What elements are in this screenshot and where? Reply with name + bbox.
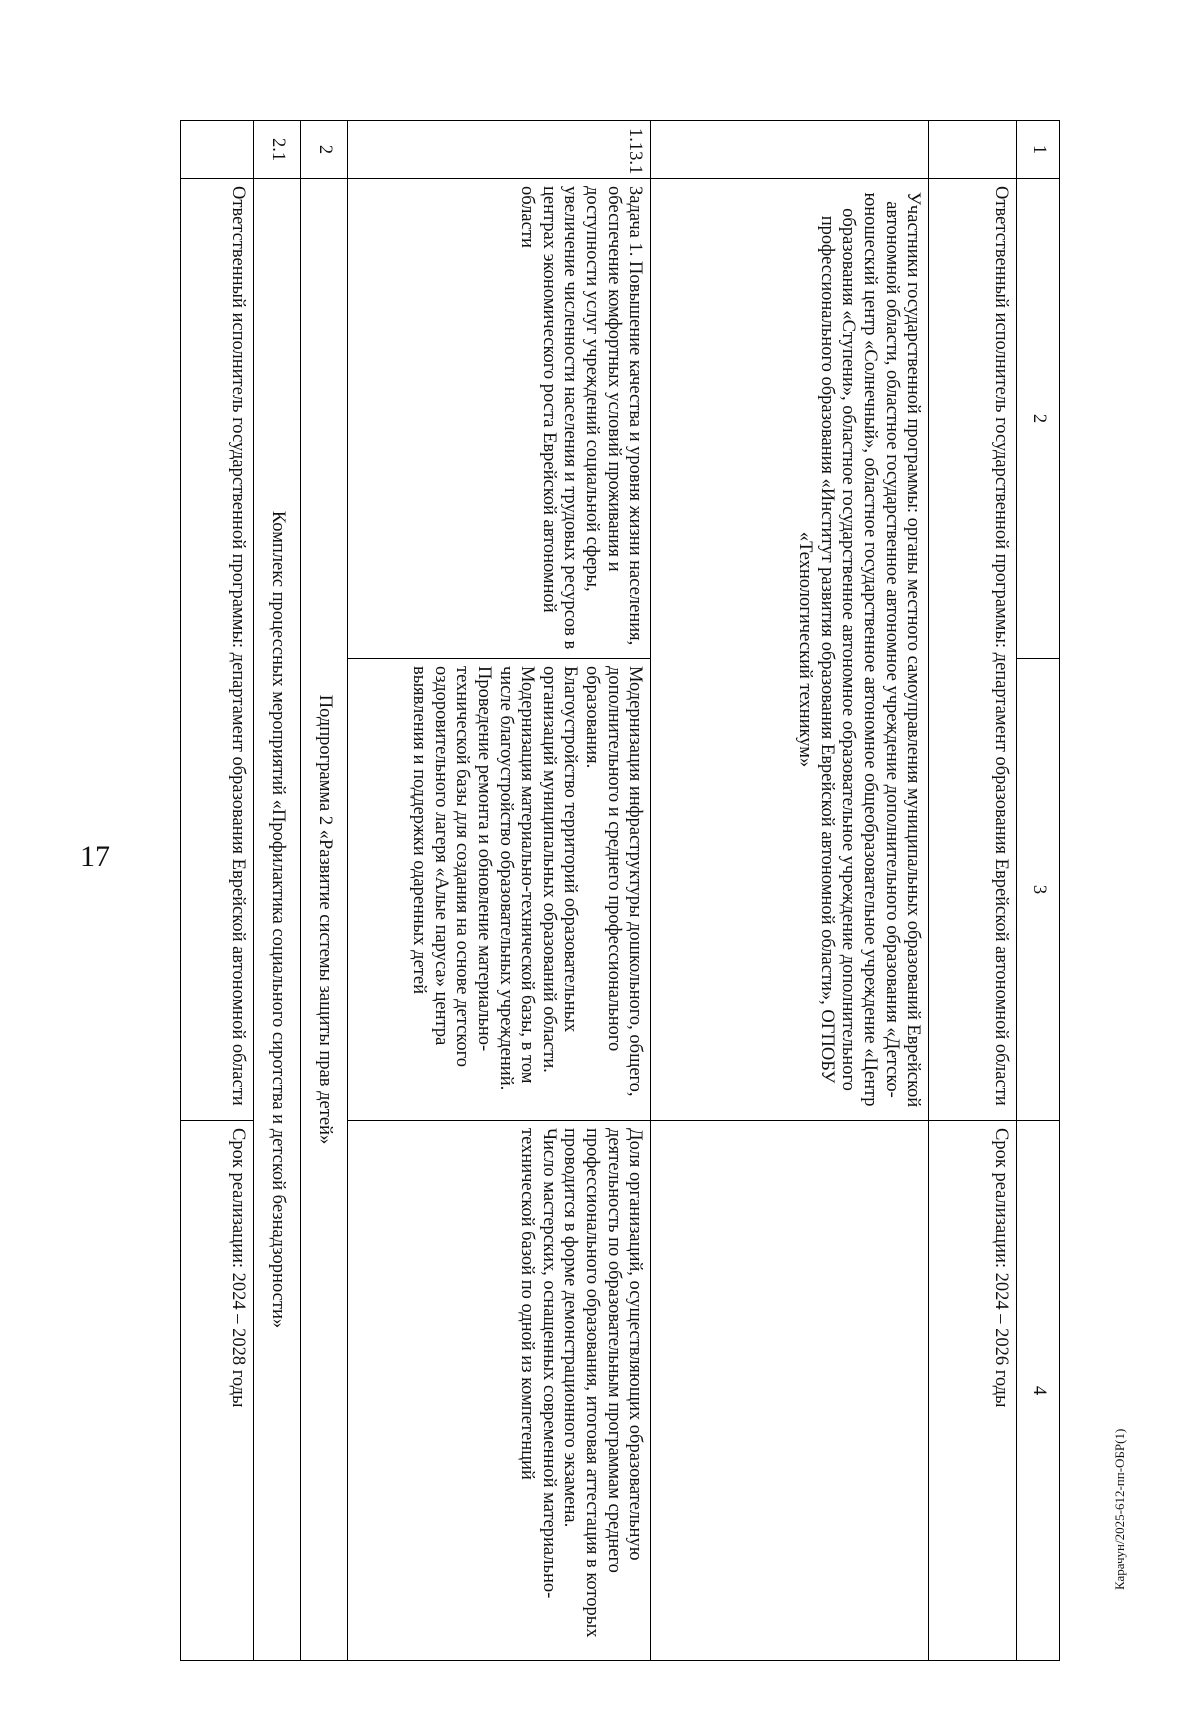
participants-row xyxy=(651,121,929,1661)
indicator-item: Число мастерских, оснащенных современной материально-технической базой по одной из компетенций xyxy=(517,1128,559,1599)
col-header-3: 3 xyxy=(1017,659,1060,1121)
empty-num-cell xyxy=(181,121,254,179)
col-header-1: 1 xyxy=(1017,121,1060,179)
subprogram-title: Подпрограмма 2 «Развитие системы защиты прав детей» xyxy=(301,179,348,1661)
col-header-4: 4 xyxy=(1017,1121,1060,1661)
responsible-executor: Ответственный исполнитель государственной программы: департамент образования Еврейской автономной области xyxy=(929,179,1017,1121)
program-table xyxy=(180,120,1060,1661)
implementation-term: Срок реализации: 2024 – 2026 годы xyxy=(929,1121,1017,1661)
complex-2-1-row xyxy=(254,121,301,1661)
responsible-executor-row xyxy=(929,121,1017,1661)
indicator-item: Доля организаций, осуществляющих образовательную деятельность по образовательным программам среднего профессионального образования, итоговая аттестация в которых проводится в форме демонстрационного экзамена. xyxy=(560,1128,646,1638)
empty-cell xyxy=(651,1121,929,1661)
row-number: 2.1 xyxy=(254,121,301,179)
responsible-executor-row-2 xyxy=(181,121,254,1661)
col-header-2: 2 xyxy=(1017,179,1060,659)
column-header-row xyxy=(1017,121,1060,1661)
empty-num-cell xyxy=(651,121,929,179)
indicators-list xyxy=(348,1121,651,1661)
responsible-executor: Ответственный исполнитель государственной программы: департамент образования Еврейской автономной области xyxy=(181,179,254,1121)
task-row-1-13-1 xyxy=(348,121,651,1661)
subprogram-2-row xyxy=(301,121,348,1661)
participants: Участники государственной программы: органы местного самоуправления муниципальных образований Еврейской автономной области, областное государственное автономное учреждение дополнительного образования «Детско-юношеский центр «Солнечный», областное государственное автономное общеобразовательное учреждение «Центр образования «Ступени», областное государственное автономное образовательное учреждение дополнительного профессионального образования «Институт развития образования Еврейской автономной области», ОГПОБУ «Технологический техникум» xyxy=(651,179,929,1121)
measure-item: Благоустройство территорий образовательных организаций муниципальных образований области. xyxy=(538,666,581,1073)
task-description: Задача 1. Повышение качества и уровня жизни населения, обеспечение комфортных условий проживания и доступности услуг учреждений социальной сферы, увеличение численности населения и трудовых ресурсов в центрах экономического роста Еврейской автономной области xyxy=(348,179,651,659)
complex-title: Комплекс процессных мероприятий «Профилактика социального сиротства и детской безнадзорности» xyxy=(254,179,301,1661)
implementation-term: Срок реализации: 2024 – 2028 годы xyxy=(181,1121,254,1661)
row-number: 1.13.1 xyxy=(348,121,651,179)
empty-num-cell xyxy=(929,121,1017,179)
row-number: 2 xyxy=(301,121,348,179)
document-code: Карачун/2025-612-пп-ОБР(1) xyxy=(1112,1428,1127,1590)
measures-list xyxy=(348,659,651,1121)
page-number: 17 xyxy=(80,840,110,873)
rotated-table-container xyxy=(180,120,1060,1660)
measure-item: Модернизация материально-технической базы, в том числе благоустройство образовательных учреждений. xyxy=(495,666,538,1091)
measure-item: Модернизация инфраструктуры дошкольного, общего, дополнительного и среднего профессионального образования. xyxy=(582,666,646,1097)
measure-item: Проведение ремонта и обновление материально-технической базы для создания на основе детского оздоровительного лагеря «Алые паруса» центра выявления и поддержки одаренных детей xyxy=(408,666,494,1067)
